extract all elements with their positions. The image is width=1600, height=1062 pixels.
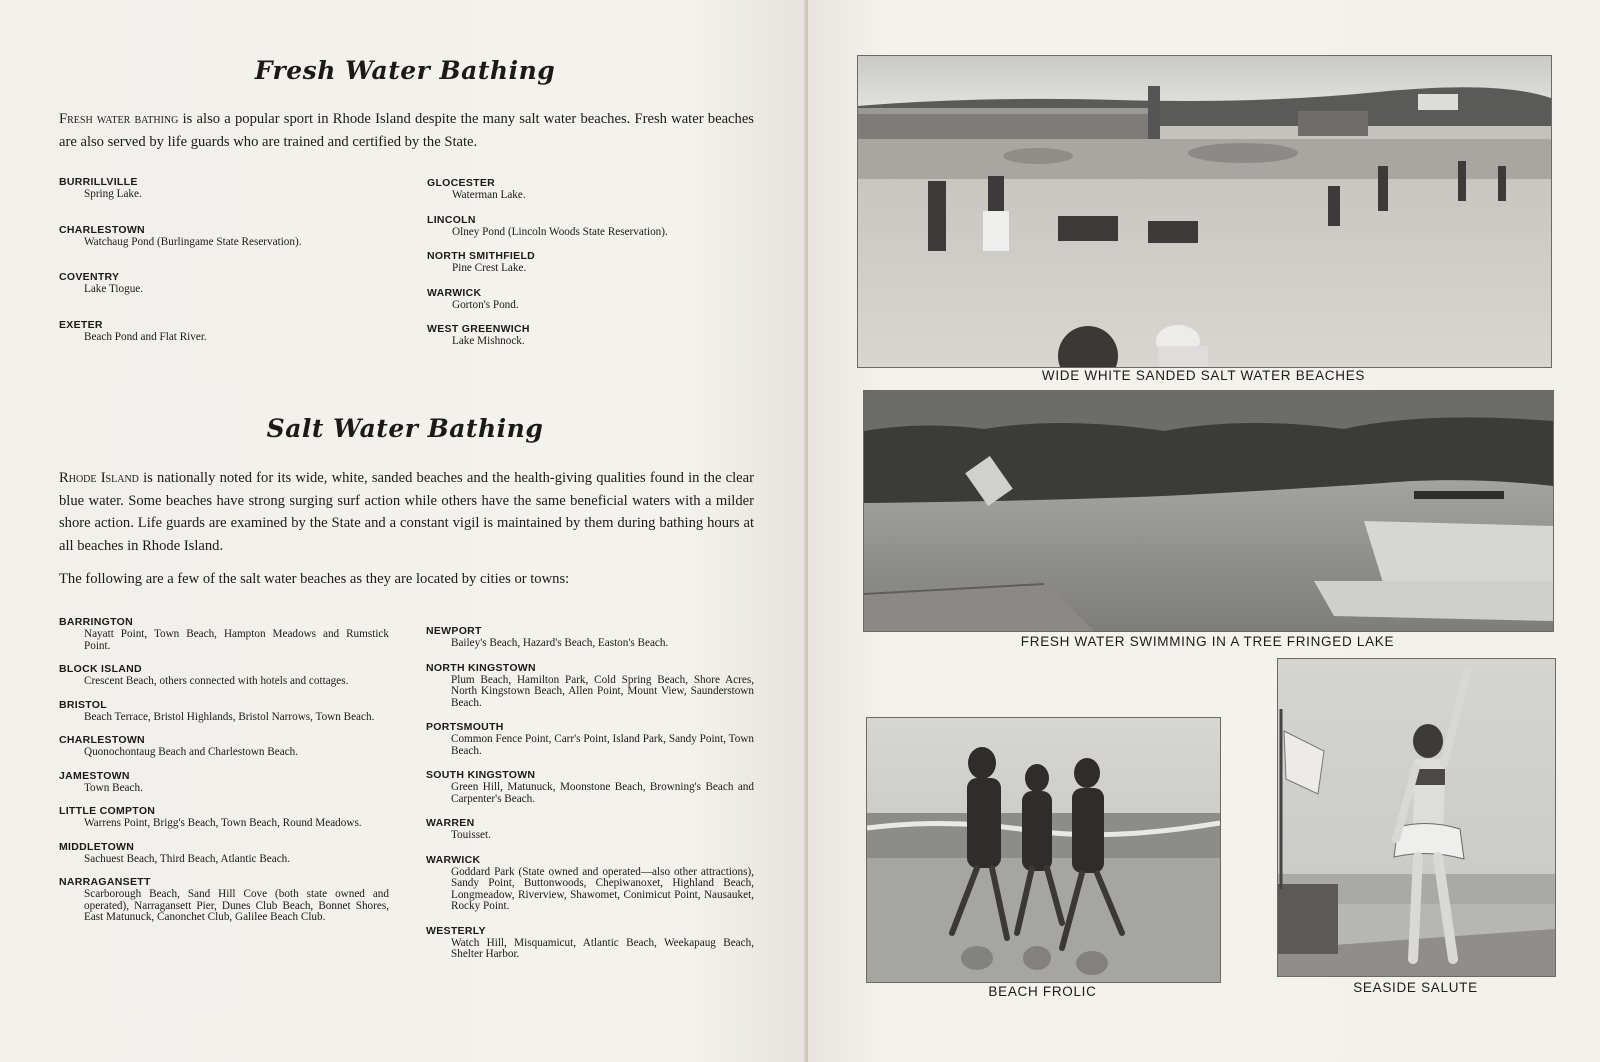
beach-list: Beach Pond and Flat River.: [84, 330, 207, 343]
salt-water-title: Salt Water Bathing: [266, 414, 544, 443]
salt-intro-lead: Rhode Island: [59, 470, 139, 486]
town-entry: [427, 286, 747, 312]
town-entry: [426, 853, 754, 913]
town-name: BLOCK ISLAND: [59, 663, 142, 675]
town-name: WARWICK: [426, 853, 481, 866]
beach-photo-image: [858, 56, 1551, 367]
beach-list: Pine Crest Lake.: [452, 262, 527, 274]
town-entry: [59, 840, 389, 866]
town-entry: [59, 804, 389, 830]
town-entry: [426, 816, 754, 842]
town-name: LINCOLN: [427, 213, 476, 226]
town-entry: [426, 768, 754, 805]
beach-list: Crescent Beach, others connected with hotels and cottages.: [84, 675, 349, 687]
fresh-intro-lead: Fresh water bathing: [59, 111, 179, 127]
caption-beach-frolic: BEACH FROLIC: [988, 984, 1097, 999]
lake-photo-image: [864, 391, 1553, 631]
beach-list: Spring Lake.: [84, 188, 142, 200]
town-entry: [59, 769, 389, 795]
beach-list: Lake Tiogue.: [84, 283, 144, 295]
fresh-water-title: Fresh Water Bathing: [254, 56, 556, 85]
town-name: WEST GREENWICH: [427, 323, 530, 335]
fresh-intro-rest: is also a popular sport in Rhode Island despite the many salt water beaches. Fresh water beaches are also served by life guards who are trained and certified by the State.: [59, 111, 754, 150]
beach-list: Olney Pond (Lincoln Woods State Reservation).: [452, 225, 668, 238]
town-name: NORTH KINGSTOWN: [426, 661, 536, 674]
town-name: WARREN: [426, 817, 475, 829]
town-entry: [59, 223, 389, 249]
salute-photo-image: [1278, 659, 1555, 976]
town-name: NEWPORT: [426, 625, 482, 637]
town-entry: [59, 733, 389, 759]
beach-list: Town Beach.: [84, 781, 143, 794]
photo-salt-water-beach: [857, 55, 1552, 368]
town-name: LITTLE COMPTON: [59, 805, 156, 817]
beach-list: Goddard Park (State owned and operated—also other attractions), Sandy Point, Buttonwoods, Chepiwanoxet, Highland Beach, Longmeadow, Riverview, Shawomet, Conimicut Point, Nausauket, Rocky Point.: [451, 865, 754, 912]
town-name: COVENTRY: [59, 271, 120, 283]
town-name: MIDDLETOWN: [59, 840, 135, 853]
beach-list: Green Hill, Matunuck, Moonstone Beach, Browning's Beach and Carpenter's Beach.: [451, 781, 754, 805]
frolic-photo-image: [867, 718, 1220, 982]
town-entry: [426, 924, 754, 961]
photo-beach-frolic: [866, 717, 1221, 983]
salt-water-column-2: [426, 624, 754, 972]
caption-seaside-salute: SEASIDE SALUTE: [1353, 980, 1478, 995]
salt-intro-rest: is nationally noted for its wide, white, sanded beaches and the health-giving qualities found in the clear blue water. Some beaches have strong surging surf action while others have the same beneficial waters with a milder shore action. Life guards are examined by the State and a constant vigil is maintained by them during bathing hours at all beaches in Rhode Island.: [59, 470, 754, 554]
town-entry: [427, 176, 747, 202]
beach-list: Plum Beach, Hamilton Park, Cold Spring Beach, Shore Acres, North Kingstown Beach, Allen Point, Mount View, Saunderstown Beach.: [451, 673, 754, 709]
beach-list: Gorton's Pond.: [452, 298, 519, 311]
fresh-water-column-2: [427, 176, 747, 359]
town-name: WARWICK: [427, 286, 482, 299]
beach-list: Common Fence Point, Carr's Point, Island Park, Sandy Point, Town Beach.: [451, 733, 754, 757]
photo-seaside-salute: [1277, 658, 1556, 977]
town-name: CHARLESTOWN: [59, 223, 145, 236]
town-name: BURRILLVILLE: [59, 176, 138, 188]
caption-salt-water-beaches: WIDE WHITE SANDED SALT WATER BEACHES: [1041, 368, 1366, 383]
salt-water-column-1: [59, 615, 389, 934]
town-entry: [426, 624, 754, 650]
salt-water-intro-2: The following are a few of the salt water beaches as they are located by cities or towns:: [59, 571, 570, 587]
town-entry: [427, 249, 747, 275]
town-entry: [59, 318, 389, 344]
town-entry: [59, 875, 389, 924]
town-entry: [59, 175, 389, 201]
beach-list: Quonochontaug Beach and Charlestown Beach.: [84, 746, 299, 758]
beach-list: Warrens Point, Brigg's Beach, Town Beach, Round Meadows.: [84, 817, 362, 829]
town-name: JAMESTOWN: [59, 769, 130, 782]
photo-fresh-water-lake: [863, 390, 1554, 632]
town-entry: [59, 270, 389, 296]
town-name: BARRINGTON: [59, 616, 133, 628]
town-name: BRISTOL: [59, 698, 107, 711]
town-entry: [59, 662, 389, 688]
beach-list: Waterman Lake.: [452, 189, 526, 201]
town-name: GLOCESTER: [427, 177, 496, 189]
salt-water-intro: [59, 467, 754, 557]
beach-list: Nayatt Point, Town Beach, Hampton Meadows and Rumstick Point.: [84, 628, 389, 652]
beach-list: Watch Hill, Misquamicut, Atlantic Beach, Weekapaug Beach, Shelter Harbor.: [451, 936, 754, 960]
town-name: NORTH SMITHFIELD: [427, 250, 536, 262]
town-entry: [427, 322, 747, 348]
town-entry: [59, 698, 389, 724]
beach-list: Beach Terrace, Bristol Highlands, Bristol Narrows, Town Beach.: [84, 710, 375, 723]
fresh-water-intro: [59, 108, 754, 153]
beach-list: Touisset.: [451, 829, 491, 841]
beach-list: Watchaug Pond (Burlingame State Reservation).: [84, 235, 302, 248]
town-name: EXETER: [59, 318, 103, 331]
caption-fresh-water-lake: FRESH WATER SWIMMING IN A TREE FRINGED LAKE: [1020, 634, 1395, 649]
town-name: PORTSMOUTH: [426, 721, 504, 733]
town-name: SOUTH KINGSTOWN: [426, 769, 536, 781]
beach-list: Sachuest Beach, Third Beach, Atlantic Beach.: [84, 852, 291, 865]
town-entry: [427, 213, 747, 239]
fresh-water-column-1: [59, 175, 389, 365]
town-entry: [426, 661, 754, 710]
town-name: NARRAGANSETT: [59, 876, 151, 888]
beach-list: Scarborough Beach, Sand Hill Cove (both state owned and operated), Narragansett Pier, Dunes Club Beach, Bonnet Shores, East Matunuck, Canonchet Club, Galilee Beach Club.: [84, 888, 389, 923]
town-entry: [426, 720, 754, 757]
beach-list: Lake Mishnock.: [452, 335, 525, 347]
town-name: WESTERLY: [426, 924, 486, 937]
beach-list: Bailey's Beach, Hazard's Beach, Easton's Beach.: [451, 637, 669, 649]
town-name: CHARLESTOWN: [59, 734, 145, 746]
town-entry: [59, 615, 389, 652]
